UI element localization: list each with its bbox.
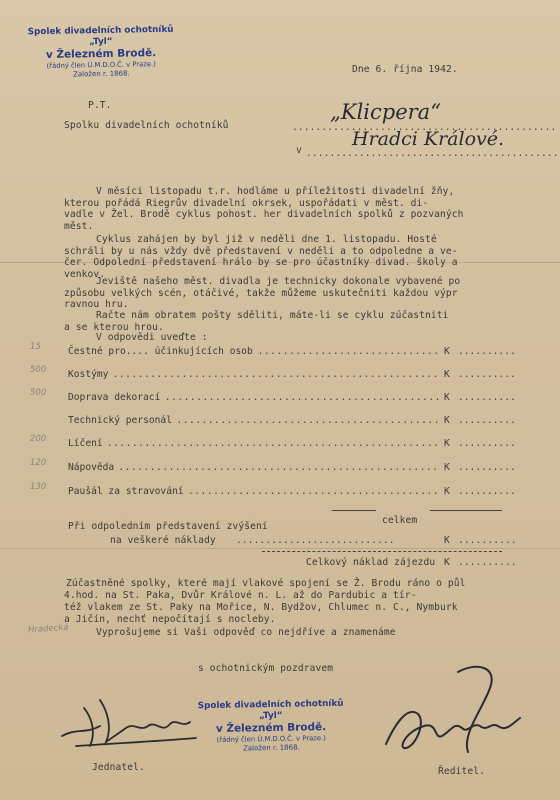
- paragraph-line: kterou pořádá Riegrův divadelní okrsek, uspořádati v měst. di-: [64, 197, 429, 209]
- pencil-margin-note: Hradecká: [27, 622, 69, 636]
- cost-row: [0, 434, 560, 454]
- cost-label: Kostýmy: [68, 369, 109, 380]
- currency-k: K: [444, 438, 450, 449]
- afternoon-note-line2: na veškeré náklady: [110, 535, 216, 546]
- dotted-line: ..........: [458, 462, 516, 473]
- currency-k: K: [444, 415, 450, 426]
- paragraph-line: schráli by u nás vždy dvě představení v neděli a to odpoledne a ve-: [64, 245, 458, 257]
- stamp-line: (řádný člen Ú.M.D.O.Č. v Praze.): [216, 734, 326, 745]
- paragraph-line: Jeviště našeho měst. divadla je technicky dokonale vybavené po: [96, 276, 461, 287]
- paragraph-line: V odpovědi uveďte :: [96, 332, 208, 343]
- cost-label: Čestné pro.... účinkujících osob: [68, 346, 253, 357]
- paragraph-line: Račte nám obratem pošty sděliti, máte-li se cyklu zúčastniti: [96, 310, 449, 321]
- cost-label: Líčení: [68, 438, 103, 449]
- club-stamp-bottom: [186, 699, 357, 754]
- letter-date: Dne 6. října 1942.: [352, 64, 458, 75]
- stamp-line: Spolek divadelních ochotníků „Tyl“: [27, 24, 174, 48]
- dotted-line: ............................................: [164, 392, 441, 403]
- cost-label: Paušál za stravování: [68, 486, 184, 497]
- stamp-line: v Železném Brodě.: [215, 721, 327, 735]
- dotted-line: .............................................: [292, 122, 557, 133]
- total-k: K: [444, 557, 450, 568]
- closing-line: Zúčastněné spolky, které mají vlakové spojení se Ž. Brodu ráno o půl: [66, 578, 466, 589]
- dotted-line: .....................................................: [106, 438, 440, 449]
- handwritten-city: Hradci Králové.: [352, 128, 505, 150]
- currency-k: K: [444, 369, 450, 380]
- dotted-line: ...................................................: [118, 462, 439, 473]
- paragraph-line: V měsíci listopadu t.r. hodláme u příležitosti divadelní žňy,: [96, 186, 455, 197]
- underline: [332, 510, 376, 511]
- dotted-line: ....................................................: [112, 369, 439, 380]
- cost-row: [0, 365, 560, 385]
- cost-row: [0, 458, 560, 478]
- dotted-line: ........................................: [188, 486, 440, 497]
- cost-row: [0, 342, 560, 362]
- director-signature: [368, 652, 532, 770]
- pencil-amount: 200: [30, 434, 47, 444]
- secretary-label: Jednatel.: [92, 762, 145, 773]
- pencil-amount: 130: [30, 482, 47, 492]
- dotted-line: ..........: [458, 392, 516, 403]
- paragraph-line: způsobu velkých scén, otáčivé, takže můžeme uskutečniti každou výpr: [64, 287, 458, 299]
- secretary-signature: [56, 688, 206, 758]
- handwritten-club-name: „Klicpera“: [330, 100, 441, 124]
- underline: [262, 551, 502, 553]
- dotted-line: ..........: [458, 415, 516, 426]
- pencil-amount: 15: [30, 342, 41, 352]
- cost-row: [0, 482, 560, 502]
- dotted-line: ..........: [458, 557, 517, 568]
- pencil-amount: 120: [30, 458, 47, 468]
- closing-line: a Jičín, nechť nepočítají s nocleby.: [64, 614, 276, 625]
- addressee-line2-prefix: v: [296, 145, 302, 156]
- closing-line: též vlakem ze St. Paky na Mořice, N. Bydžov, Chlumec n. C., Nymburk: [64, 602, 458, 613]
- underline: [430, 510, 502, 511]
- dotted-line: ...........................................: [306, 148, 559, 159]
- currency-k: K: [444, 486, 450, 497]
- currency-k: K: [444, 346, 450, 357]
- dotted-line: ..........................................: [176, 415, 440, 426]
- closing-line: Vyprošujeme si Vaši odpověď co nejdříve a znamenáme: [96, 627, 396, 638]
- dotted-line: ..........: [458, 438, 516, 449]
- paragraph-line: a se kterou hrou.: [64, 321, 164, 333]
- dotted-line: .............................: [257, 346, 440, 357]
- cost-label: Doprava dekorací: [68, 392, 161, 403]
- paragraph-line: měst.: [64, 220, 94, 232]
- dotted-line: ..........: [458, 486, 516, 497]
- cost-label: Technický personál: [68, 415, 172, 426]
- stamp-line: (řádný člen Ú.M.D.O.Č. v Praze.): [46, 60, 156, 71]
- stamp-line: Spolek divadelních ochotníků „Tyl“: [197, 698, 344, 722]
- director-label: Ředitel.: [438, 766, 486, 777]
- stamp-line: Založen r. 1868.: [72, 69, 130, 79]
- cost-row: [0, 388, 560, 408]
- subtotal-label: celkem: [382, 515, 418, 526]
- currency-k: K: [444, 392, 450, 403]
- dotted-line: ..........: [458, 369, 516, 380]
- paragraph-line: venkov.: [64, 268, 106, 280]
- stamp-line: v Železném Brodě.: [45, 47, 157, 61]
- greeting: s ochotnickým pozdravem: [198, 663, 334, 674]
- pencil-amount: 500: [30, 365, 47, 375]
- addressee-ptt: P.T.: [88, 100, 112, 111]
- pencil-amount: 500: [30, 388, 47, 398]
- dotted-line: ..........: [458, 346, 516, 357]
- club-stamp-top: [16, 25, 187, 80]
- paragraph-line: vadle v Žel. Brodě cyklus pohost. her divadelních spolků z pozvaných: [64, 209, 464, 220]
- afternoon-note-k: K: [444, 535, 450, 546]
- cost-row: [0, 415, 560, 431]
- addressee-line1: Spolku divadelních ochotníků: [64, 120, 229, 131]
- total-label: Celkový náklad zájezdu: [306, 557, 436, 568]
- stamp-line: Založen r. 1868.: [242, 743, 300, 753]
- dotted-line: ...........................: [236, 535, 395, 546]
- paragraph-line: Cyklus zahájen by byl již v neděli dne 1. listopadu. Hosté: [96, 234, 437, 245]
- afternoon-note-line1: Při odpoledním představení zvýšení: [68, 521, 268, 532]
- paragraph-line: čer. Odpolední představení hrálo by se pro účastníky divad. školy a: [64, 257, 458, 268]
- dotted-line: ..........: [458, 535, 517, 546]
- closing-line: 4.hod. na St. Paka, Dvůr Králové n. L. až do Pardubic a tír-: [64, 590, 417, 601]
- paper-fold: [0, 548, 560, 549]
- cost-label: Nápověda: [68, 462, 115, 473]
- paragraph-line: ravnou hru.: [64, 299, 129, 310]
- currency-k: K: [444, 462, 450, 473]
